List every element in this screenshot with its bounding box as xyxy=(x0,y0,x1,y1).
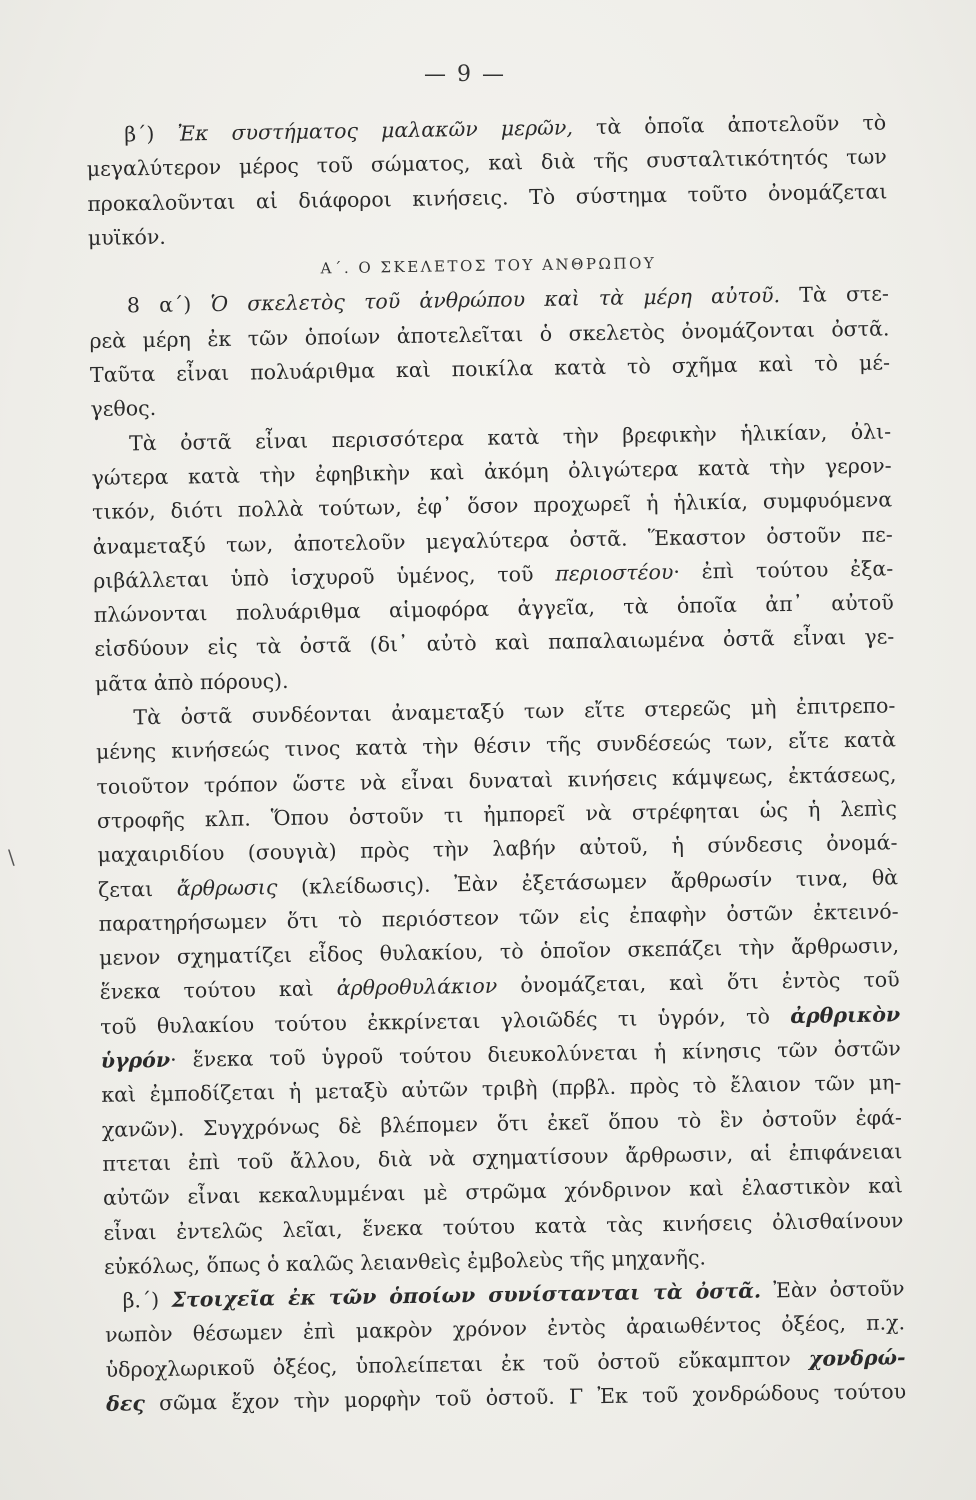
text-line: ἀναμεταξύ των, ἀποτελοῦν μεγαλύτερα ὀστᾶ. Ἕκαστον ὀστοῦν πε- xyxy=(92,521,893,559)
italic-term: περιοστέου xyxy=(555,559,674,586)
text-run: Τὰ στε- xyxy=(779,281,890,308)
text-line: νωπὸν θέσωμεν ἐπὶ μακρὸν χρόνον ἐντὸς ἀραιωθέντος ὀξέος, π.χ. xyxy=(104,1310,906,1348)
text-line: τικόν, διότι πολλὰ τούτων, ἐφ᾽ ὅσον προχωρεῖ ἡ ἡλικία, συμφυόμενα xyxy=(92,487,893,525)
text-line: εἰσδύουν εἰς τὰ ὀστᾶ (δι᾽ αὐτὸ καὶ παπαλαιωμένα ὀστᾶ εἶναι γε- xyxy=(94,624,895,662)
text-run: Ἐὰν ὀστοῦν xyxy=(760,1276,905,1303)
body-text xyxy=(86,105,906,1421)
text-line: αὐτῶν εἶναι κεκαλυμμέναι μὲ στρῶμα χόνδρινον καὶ ἐλαστικὸν καὶ xyxy=(102,1173,904,1211)
text-run: ἕνεκα τούτου καὶ xyxy=(99,976,337,1005)
text-run: τοῦ θυλακίου τούτου ἐκκρίνεται γλοιῶδές τι ὑγρόν, τὸ xyxy=(100,1003,791,1039)
text-line: προκαλοῦνται αἱ διάφοροι κινήσεις. Τὸ σύστημα τοῦτο ὀνομάζεται xyxy=(87,179,888,216)
text-line: Τὰ ὀστᾶ συνδέονται ἀναμεταξύ των εἴτε στερεῶς μὴ ἐπιτρεπο- xyxy=(133,693,896,730)
text-line: στροφῆς κλπ. Ὅπου ὀστοῦν τι ἠμπορεῖ νὰ στρέφηται ὡς ἡ λεπὶς xyxy=(96,796,898,833)
text-line: γώτερα κατὰ τὴν ἐφηβικὴν καὶ ἀκόμη ὀλιγώτερα κατὰ τὴν γερον- xyxy=(91,453,892,490)
italic-term: ὑγρόν xyxy=(100,1047,171,1073)
text-line: παρατηρήσωμεν ὅτι τὸ περιόστεον τῶν εἰς ἐπαφὴν ὀστῶν ἐκτεινό- xyxy=(98,899,899,936)
italic-term: χονδρώ- xyxy=(808,1344,906,1371)
text-line: εἶναι ἐντελῶς λεῖαι, ἕνεκα τούτου κατὰ τὰς κινήσεις ὀλισθαίνουν xyxy=(103,1207,904,1245)
text-line: μενον σχηματίζει εἶδος θυλακίου, τὸ ὁποῖον σκεπάζει τὴν ἄρθρωσιν, xyxy=(99,933,900,971)
text-line: μυϊκόν. xyxy=(87,224,167,250)
text-line: μεγαλύτερον μέρος τοῦ σώματος, καὶ διὰ τῆς συσταλτικότητός των xyxy=(86,144,887,182)
item-number: β.΄) xyxy=(122,1287,172,1313)
item-number: 8 α΄) xyxy=(126,292,211,318)
item-number: β΄) xyxy=(124,121,178,147)
text-run: ριβάλλεται ὑπὸ ἰσχυροῦ ὑμένος, τοῦ xyxy=(93,561,556,593)
page-number: — 9 — xyxy=(424,62,506,87)
italic-term: Ὁ σκελετὸς τοῦ ἀνθρώπου καὶ τὰ μέρη αὐτοῦ. xyxy=(210,283,781,317)
text-line: μαχαιριδίου (σουγιὰ) πρὸς τὴν λαβήν αὐτοῦ, ἡ σύνδεσις ὀνομά- xyxy=(97,830,898,868)
text-line: πλώνονται πολυάριθμα αἱμοφόρα ἀγγεῖα, τὰ ὁποῖα ἀπ᾽ αὐτοῦ xyxy=(93,590,894,628)
text-line: ρεὰ μέρη ἐκ τῶν ὁποίων ἀποτελεῖται ὁ σκελετὸς ὀνομάζονται ὀστᾶ. xyxy=(89,316,890,353)
text-line: καὶ ἐμποδίζεται ἡ μεταξὺ αὐτῶν τριβὴ (πρβλ. πρὸς τὸ ἔλαιον τῶν μη- xyxy=(101,1070,902,1108)
text-line: χανῶν). Συγχρόνως δὲ βλέπομεν ὅτι ἐκεῖ ὅπου τὸ ἓν ὀστοῦν ἐφά- xyxy=(101,1104,902,1142)
text-line: Τὰ ὀστᾶ εἶναι περισσότερα κατὰ τὴν βρεφικὴν ἡλικίαν, ὀλι- xyxy=(128,419,892,456)
text-line: εὐκόλως, ὅπως ὁ καλῶς λειανθεὶς ἐμβολεὺς τῆς μηχανῆς. xyxy=(103,1245,707,1279)
text-run: · ἕνεκα τοῦ ὑγροῦ τούτου διευκολύνεται ἡ κίνησις τῶν ὀστῶν xyxy=(169,1036,901,1072)
italic-term: ἀρθροθυλάκιον xyxy=(336,974,498,1001)
italic-term: δες xyxy=(106,1391,146,1416)
italic-term: Ἐκ συστήματος μαλακῶν μερῶν, xyxy=(177,115,574,146)
margin-mark: \ xyxy=(8,845,15,869)
italic-term: ἀρθρικὸν xyxy=(790,1002,901,1028)
text-run: σῶμα ἔχον τὴν μορφὴν τοῦ ὀστοῦ. Γ Ἐκ τοῦ χονδρώδους τούτου xyxy=(144,1379,907,1416)
text-run: τὰ ὁποῖα ἀποτελοῦν τὸ xyxy=(572,110,887,140)
text-run: ζεται xyxy=(97,876,177,902)
text-line: μένης κινήσεώς τινος κατὰ τὴν θέσιν τῆς συνδέσεώς των, εἴτε κατὰ xyxy=(95,727,897,765)
text-line: πτεται ἐπὶ τοῦ ἄλλου, διὰ νὰ σχηματίσουν ἄρθρωσιν, αἱ ἐπιφάνειαι xyxy=(102,1139,903,1176)
section-heading: Α΄. Ο ΣΚΕΛΕΤΟΣ ΤΟΥ ΑΝΘΡΩΠΟΥ xyxy=(320,254,657,278)
italic-term: Στοιχεῖα ἐκ τῶν ὁποίων συνίστανται τὰ ὀστᾶ. xyxy=(171,1278,762,1312)
text-run: · ἐπὶ τούτου ἐξα- xyxy=(673,556,894,584)
text-run: (κλείδωσις). Ἐὰν ἐξετάσωμεν ἄρθρωσίν τινα, θὰ xyxy=(277,864,899,899)
text-line: μᾶτα ἀπὸ πόρους). xyxy=(94,668,289,696)
text-run: ὀνομάζεται, καὶ ὅτι ἐντὸς τοῦ xyxy=(497,967,900,999)
italic-term: ἄρθρωσις xyxy=(176,874,278,901)
text-line: γεθος. xyxy=(90,396,157,422)
text-line: τοιοῦτον τρόπον ὥστε νὰ εἶναι δυναταὶ κινήσεις κάμψεως, ἐκτάσεως, xyxy=(96,761,897,799)
text-run: ὑδροχλωρικοῦ ὀξέος, ὑπολείπεται ἐκ τοῦ ὀστοῦ εὔκαμπτον xyxy=(105,1346,810,1382)
text-line: Ταῦτα εἶναι πολυάριθμα καὶ ποικίλα κατὰ τὸ σχῆμα καὶ τὸ μέ- xyxy=(89,350,891,388)
